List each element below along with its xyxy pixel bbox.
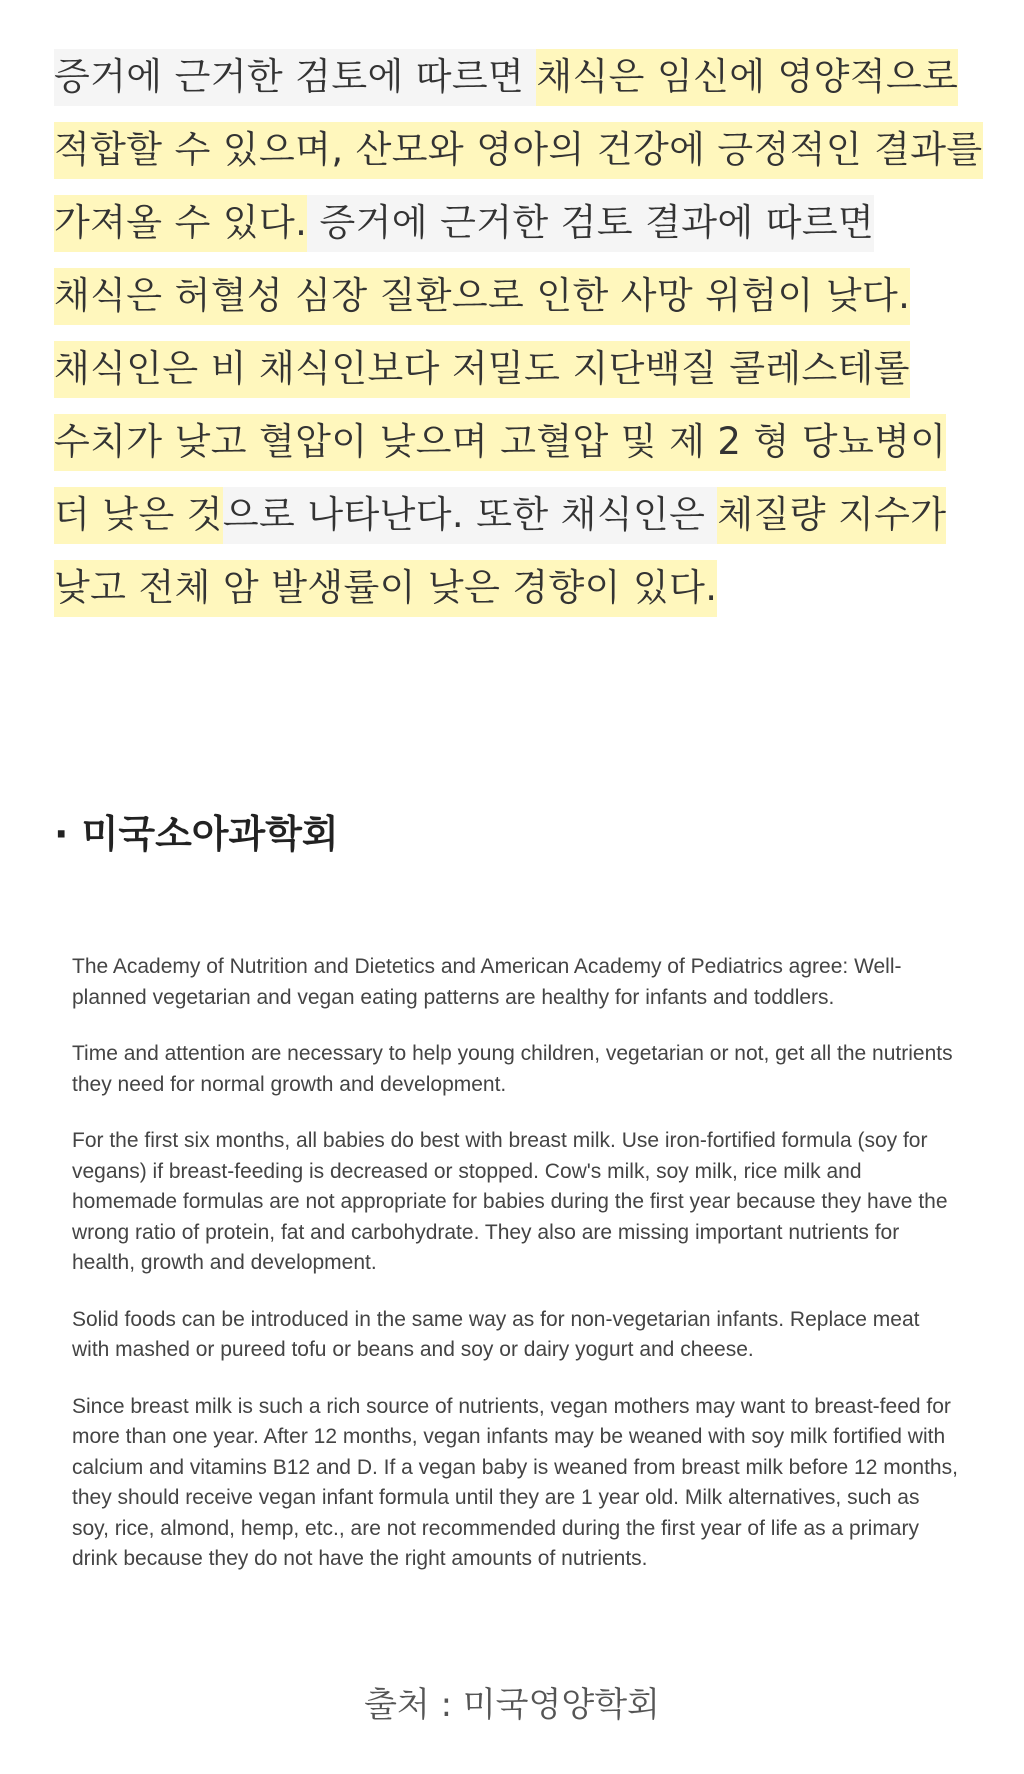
quote-paragraph: The Academy of Nutrition and Dietetics and American Academy of Pediatrics agree: Well-planned vegetarian and vegan eating patterns are healthy for infants and toddlers.: [72, 955, 902, 1009]
quote-paragraph: Time and attention are necessary to help young children, vegetarian or not, get all the nutrients they need for normal growth and development.: [72, 1042, 953, 1096]
intro-paragraph: [54, 40, 984, 624]
quote-paragraph: Since breast milk is such a rich source of nutrients, vegan mothers may want to breast-feed for more than one year. After 12 months, vegan infants may be weaned with soy milk fortified with calcium and vitamins B12 and D. If a vegan baby is weaned from breast milk before 12 months, they should receive vegan infant formula until they are 1 year old. Milk alternatives, such as soy, rice, almond, hemp, etc., are not recommended during the first year of life as a primary drink because they do not have the right amounts of nutrients.: [72, 1394, 958, 1570]
intro-segment-highlight: 채식은 허혈성 심장 질환으로 인한 사망 위험이 낮다. 채식인은 비 채식인보다 저밀도 지단백질 콜레스테롤 수치가 낮고 혈압이 낮으며 고혈압 및 제 2 형 당뇨병이 더 낮은 것: [54, 268, 946, 544]
quote-paragraph: For the first six months, all babies do best with breast milk. Use iron-fortified formula (soy for vegans) if breast-feeding is decreased or stopped. Cow's milk, soy milk, rice milk and homemade formulas are not appropriate for babies during the first year because they have the wrong ratio of protein, fat and carbohydrate. They also are missing important nutrients for health, growth and development.: [72, 1129, 948, 1274]
intro-segment-highlight: 채식은 임신에 영양적으로 적합할 수 있으며, 산모와 영아의 건강에 긍정적인 결과를 가져올 수 있다.: [54, 49, 983, 252]
intro-segment-plain: 증거에 근거한 검토 결과에 따르면: [307, 195, 874, 252]
source-caption: 출처 : 미국영양학회: [364, 1685, 660, 1725]
section-heading: · 미국소아과학회: [54, 812, 339, 856]
intro-segment-highlight: 체질량 지수가 낮고 전체 암 발생률이 낮은 경향이 있다.: [54, 487, 946, 617]
intro-segment-plain: 증거에 근거한 검토에 따르면: [54, 49, 536, 106]
quote-paragraph: Solid foods can be introduced in the same way as for non-vegetarian infants. Replace meat with mashed or pureed tofu or beans and soy or dairy yogurt and cheese.: [72, 1307, 920, 1361]
quoted-excerpt: [72, 952, 958, 1601]
intro-segment-plain: 으로 나타난다. 또한 채식인은: [223, 487, 718, 544]
